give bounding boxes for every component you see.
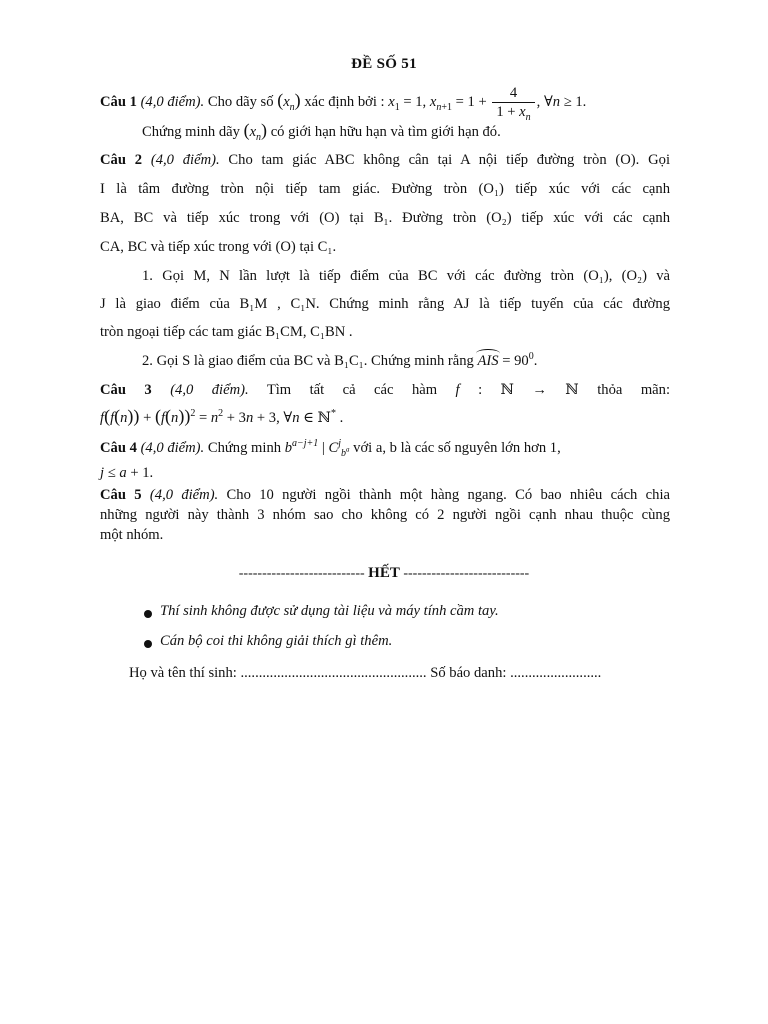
question-2-part-1-line-2: J là giao điểm của B₁M , C₁N. Chứng minh rằng AJ là tiếp tuyến của các đường [100, 296, 670, 312]
question-1-text-d: có giới hạn hữu hạn và tìm giới hạn đó. [270, 124, 501, 140]
question-5-text-1: Cho 10 người ngồi thành một hàng ngang. Có bao nhiêu cách chia [226, 487, 670, 503]
end-divider [0, 565, 768, 582]
note-2: Cán bộ coi thi không giải thích gì thêm. [160, 633, 393, 649]
question-4-label: Câu 4 [100, 440, 137, 456]
question-2-text-1: Cho tam giác ABC không cân tại A nội tiếp đường tròn (O). Gọi [228, 152, 670, 168]
math-angle-ais: AIS = $90^0$. [477, 351, 538, 369]
question-1-text: Cho dãy số [207, 93, 274, 110]
question-1-line-1 [100, 84, 670, 121]
question-4-text-b: với a, b là các số nguyên lớn hơn 1, [353, 440, 561, 456]
candidate-name-label: Họ và tên thí sinh: [129, 665, 237, 681]
question-2-line-4: CA, BC và tiếp xúc trong với (O) tại C₁. [100, 239, 337, 255]
question-1-label: Câu 1 [100, 93, 137, 110]
question-3-equation: $f(f(n)) + (f(n))^2 = n^2 + 3n + 3$, ∀n ∈ ℕ* . [100, 406, 344, 426]
question-5-line-2: những người này thành 3 nhóm sao cho không có 2 người ngồi cạnh nhau thuộc cùng [100, 507, 670, 523]
question-3-points: (4,0 điểm). [170, 382, 249, 398]
question-2-line-1 [100, 152, 670, 169]
end-label: HẾT [368, 565, 400, 581]
question-2-line-3: BA, BC và tiếp xúc trong với (O) tại B₁. Đường tròn (O₂) tiếp xúc với các cạnh [100, 210, 670, 226]
question-4-line-1 [100, 440, 670, 457]
candidate-id-field: ......................... [510, 665, 602, 681]
candidate-name-field: ................................................... [240, 665, 427, 681]
question-5-points: (4,0 điểm). [149, 487, 219, 503]
math-function: f : ℕ → ℕ [455, 382, 579, 398]
question-3-text-b: thỏa mãn: [597, 382, 670, 398]
note-1: Thí sinh không được sử dụng tài liệu và máy tính cầm tay. [160, 603, 499, 619]
question-1-points: (4,0 điểm). [140, 93, 205, 110]
question-2-part-2-text: 2. Gọi S là giao điểm của BC và B₁C₁. Chứng minh rằng [142, 353, 474, 369]
question-5-label: Câu 5 [100, 487, 142, 503]
question-5-line-3: một nhóm. [100, 527, 164, 543]
question-2-part-1-line-1: 1. Gọi M, N lần lượt là tiếp điểm của BC với các đường tròn (O₁), (O₂) và [142, 268, 670, 284]
math-sequence: $(x_n)$ [277, 89, 301, 113]
question-3-text: Tìm tất cả các hàm [266, 382, 438, 398]
bullet-icon [144, 640, 152, 648]
exam-title: ĐỀ SỐ 51 [351, 56, 417, 72]
bullet-icon [144, 610, 152, 618]
question-3-label: Câu 3 [100, 382, 152, 398]
question-5-line-1 [100, 487, 670, 504]
question-3-line-1 [100, 381, 670, 399]
math-recurrence: $x_1 = 1$, $x_{n+1} = 1$ + $\frac{4}{1 + x_n}$ , ∀n ≥ 1. [388, 85, 587, 123]
question-2-part-2 [142, 353, 670, 370]
question-2-points: (4,0 điểm). [150, 152, 220, 168]
question-1-text-b: xác định bởi : [304, 93, 385, 110]
candidate-info [129, 665, 601, 682]
divider-dashes-left: --------------------------- [238, 566, 365, 581]
candidate-id-label: Số báo danh: [430, 665, 507, 681]
question-4-text: Chứng minh [207, 440, 282, 456]
math-sequence-2: $(x_n)$ [243, 120, 268, 143]
question-1-line-2 [142, 120, 670, 143]
divider-dashes-right: --------------------------- [403, 566, 530, 581]
question-4-points: (4,0 điểm). [140, 440, 205, 456]
question-2-label: Câu 2 [100, 152, 143, 168]
question-2-part-1-line-3: tròn ngoại tiếp các tam giác B₁CM, C₁BN . [100, 324, 353, 340]
question-1-text-c: Chứng minh dãy [142, 124, 240, 140]
math-divisibility: $b^{a-j+1}$ | $C^j_{b^a}$ [284, 438, 350, 459]
question-2-line-2: I là tâm đường tròn nội tiếp tam giác. Đường tròn (O₁) tiếp xúc với các cạnh [100, 181, 670, 197]
question-4-line-2: j ≤ a + 1. [100, 465, 154, 481]
